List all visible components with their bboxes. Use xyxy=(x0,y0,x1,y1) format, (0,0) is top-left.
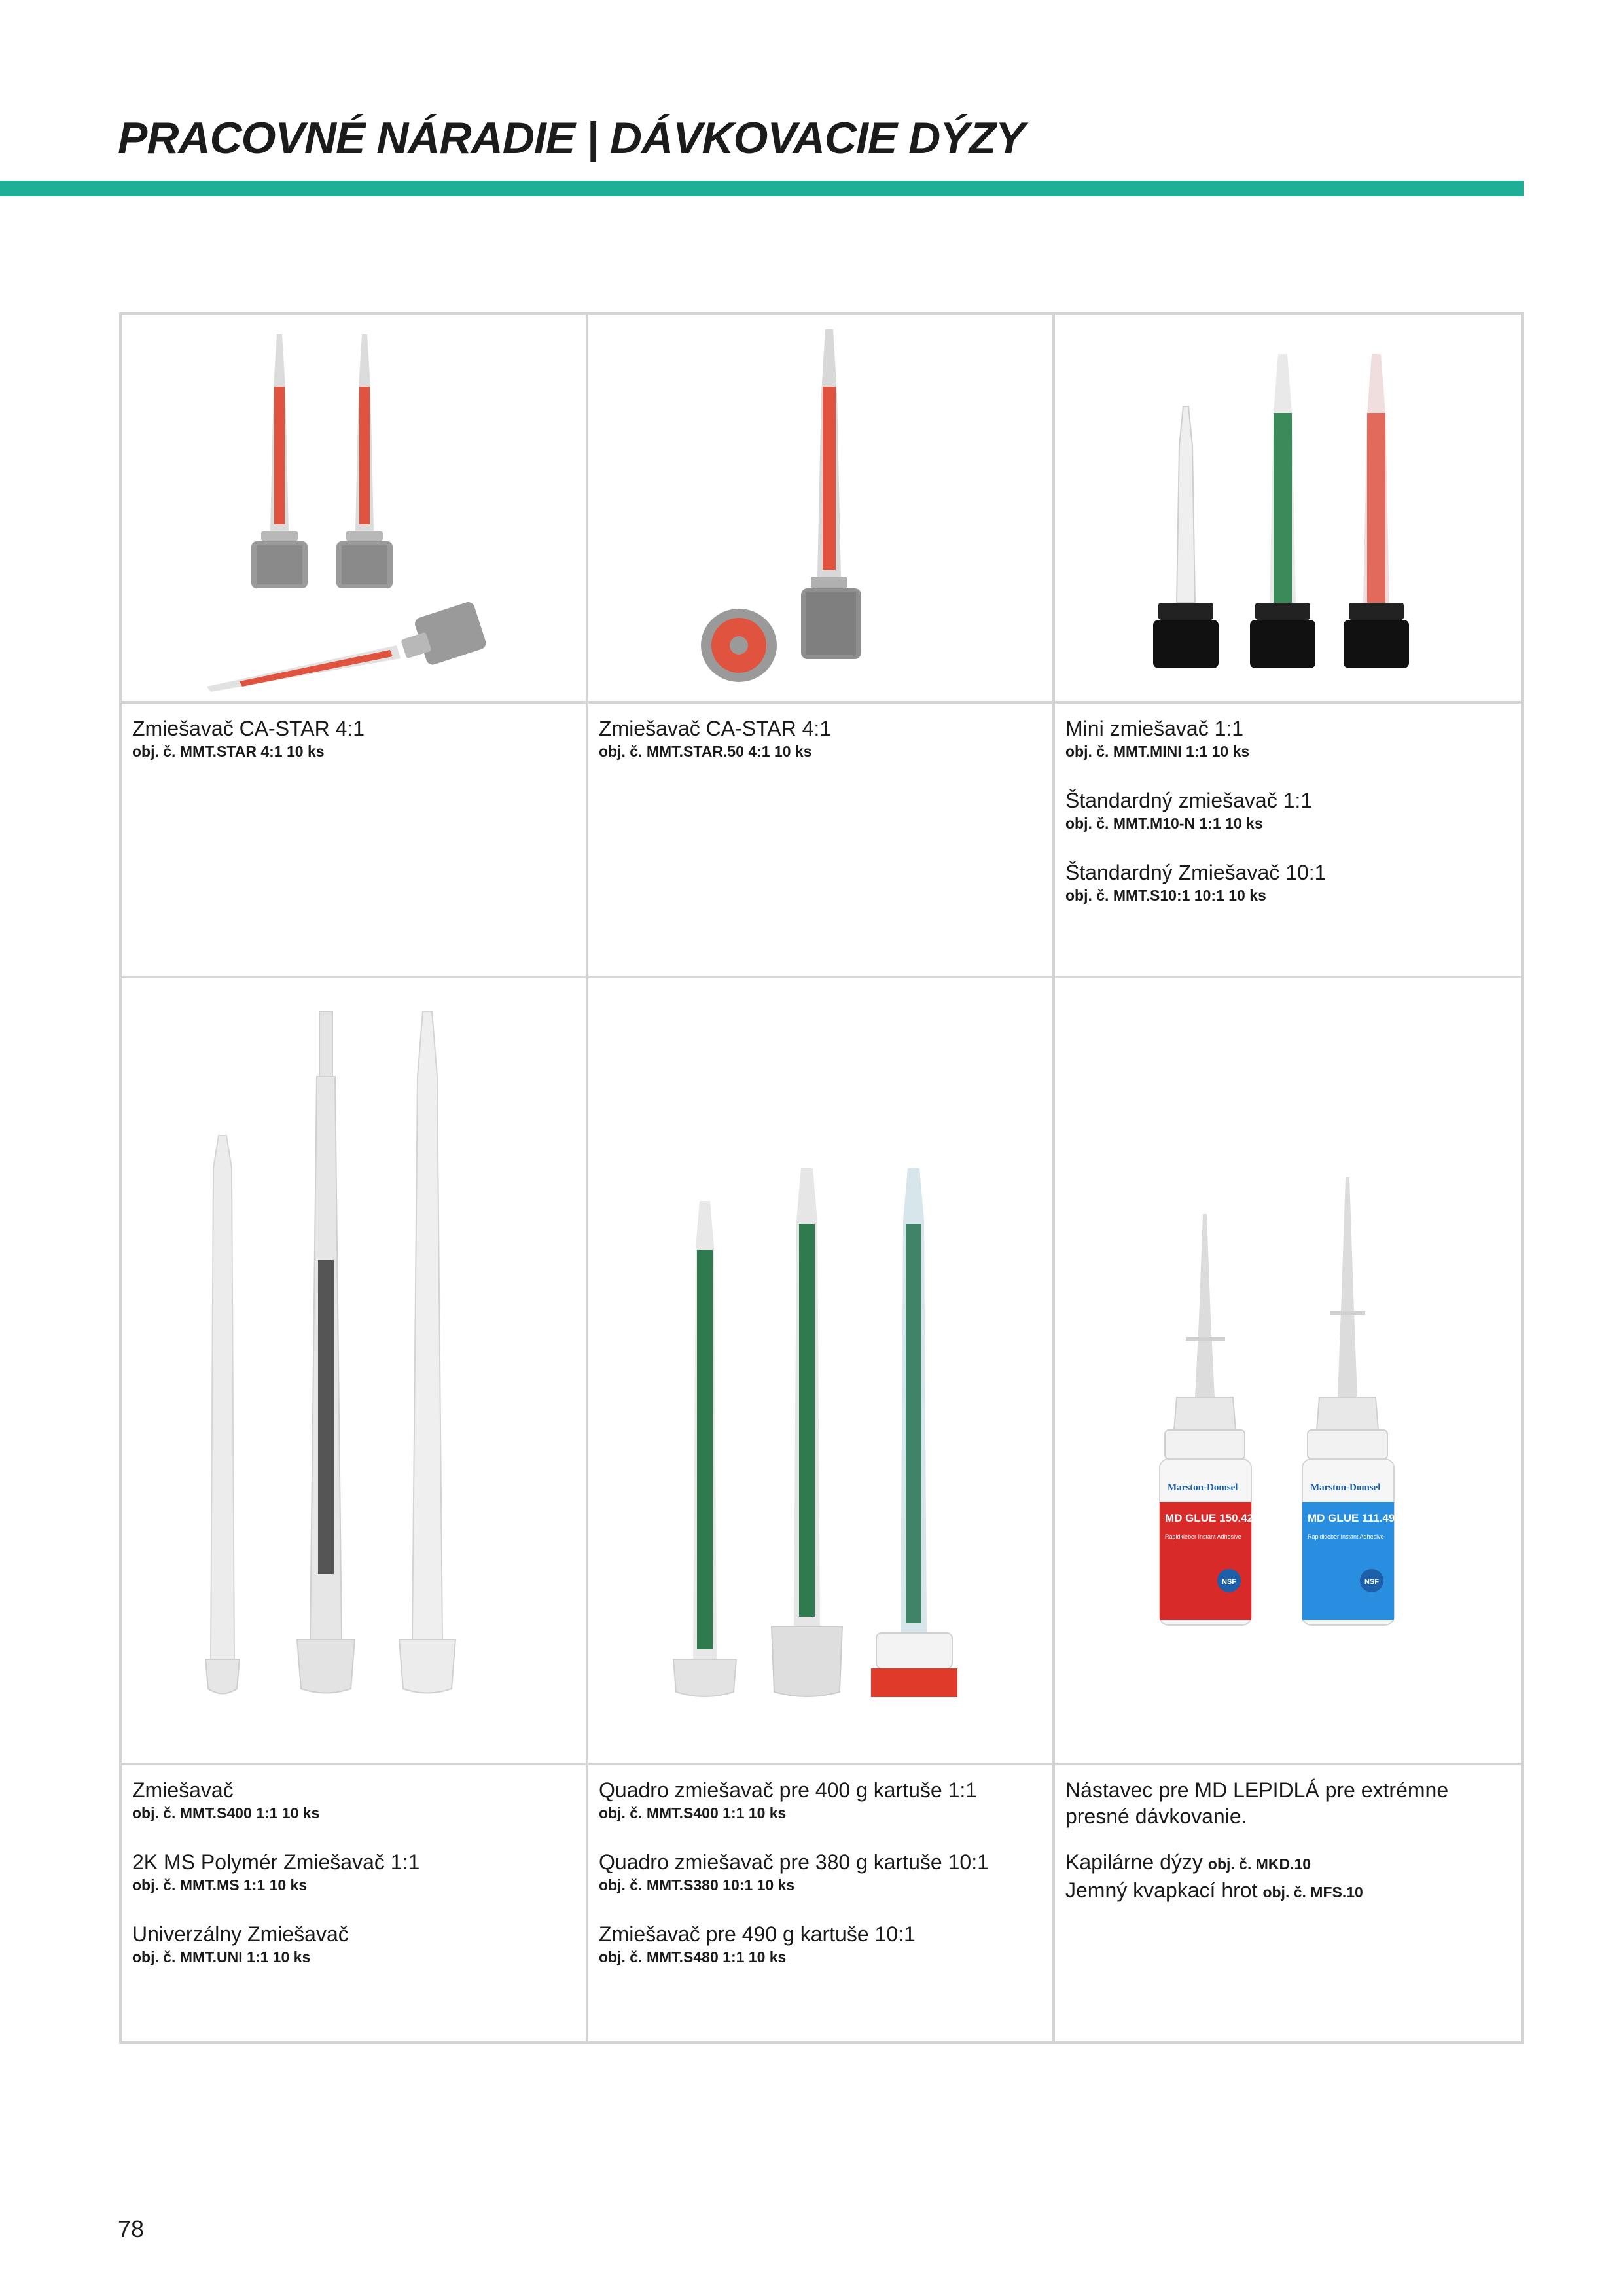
bottle-subtitle: Rapidkleber Instant Adhesive xyxy=(1308,1534,1384,1540)
nsf-badge: NSF xyxy=(1364,1578,1379,1586)
product-code: obj. č. MMT.MS 1:1 10 ks xyxy=(132,1876,308,1893)
product-name: Zmiešavač xyxy=(132,1778,234,1802)
product-code: obj. č. MMT.S400 1:1 10 ks xyxy=(599,1804,787,1821)
product-name: Quadro zmiešavač pre 380 g kartuše 10:1 xyxy=(599,1850,989,1874)
product-line xyxy=(1065,1877,1510,1905)
product-name: Kapilárne dýzy xyxy=(1065,1850,1203,1874)
product-image-universal-mixers xyxy=(122,978,586,1763)
product-info-ca-star xyxy=(132,715,577,761)
product-name: Zmiešavač CA-STAR 4:1 xyxy=(599,717,832,740)
product-image-mini-standard-mixers xyxy=(1055,315,1520,701)
grid-divider-horizontal xyxy=(122,701,1521,704)
bottle-brand: Marston-Domsel xyxy=(1168,1482,1238,1493)
product-name: Štandardný zmiešavač 1:1 xyxy=(1065,789,1313,812)
product-info-md-glue xyxy=(1065,1777,1510,1905)
product-grid xyxy=(119,312,1524,2044)
product-image-ca-star-50 xyxy=(588,315,1052,701)
product-name: Mini zmiešavač 1:1 xyxy=(1065,717,1244,740)
product-name: Zmiešavač pre 490 g kartuše 10:1 xyxy=(599,1922,916,1946)
bottle-label: MD GLUE 150.424 xyxy=(1165,1512,1260,1524)
product-code: obj. č. MMT.M10-N 1:1 10 ks xyxy=(1065,815,1263,832)
product-code: obj. č. MMT.UNI 1:1 10 ks xyxy=(132,1948,311,1965)
nsf-badge: NSF xyxy=(1222,1578,1236,1586)
product-code: obj. č. MMT.S400 1:1 10 ks xyxy=(132,1804,320,1821)
product-description: presné dávkovanie. xyxy=(1065,1804,1247,1828)
product-code: obj. č. MMT.STAR 4:1 10 ks xyxy=(132,743,325,760)
page-title: PRACOVNÉ NÁRADIE | DÁVKOVACIE DÝZY xyxy=(118,113,1025,163)
product-description: Nástavec pre MD LEPIDLÁ pre extrémne xyxy=(1065,1778,1449,1802)
product-image-ca-star-nozzles xyxy=(122,315,586,701)
product-image-quadro-mixers xyxy=(588,978,1052,1763)
title-rule xyxy=(0,181,1524,196)
product-line xyxy=(1065,1849,1510,1877)
bottle-subtitle: Rapidkleber Instant Adhesive xyxy=(1165,1534,1241,1540)
product-name: Univerzálny Zmiešavač xyxy=(132,1922,349,1946)
product-name: Jemný kvapkací hrot xyxy=(1065,1878,1258,1902)
product-code: obj. č. MMT.S10:1 10:1 10 ks xyxy=(1065,887,1266,904)
product-name: Quadro zmiešavač pre 400 g kartuše 1:1 xyxy=(599,1778,978,1802)
product-code: obj. č. MMT.S480 1:1 10 ks xyxy=(599,1948,787,1965)
product-code: obj. č. MKD.10 xyxy=(1207,1856,1311,1873)
page-number: 78 xyxy=(118,2215,145,2242)
bottle-label: MD GLUE 111.495 xyxy=(1308,1512,1401,1524)
product-code: obj. č. MMT.S380 10:1 10 ks xyxy=(599,1876,795,1893)
product-info-universal xyxy=(132,1777,577,1967)
bottle-brand: Marston-Domsel xyxy=(1310,1482,1381,1493)
product-image-md-glue-bottles xyxy=(1055,978,1520,1763)
product-code: obj. č. MMT.STAR.50 4:1 10 ks xyxy=(599,743,812,760)
product-name: Štandardný Zmiešavač 10:1 xyxy=(1065,861,1327,884)
product-name: Zmiešavač CA-STAR 4:1 xyxy=(132,717,365,740)
product-info-ca-star-50 xyxy=(599,715,1044,761)
product-code: obj. č. MMT.MINI 1:1 10 ks xyxy=(1065,743,1250,760)
product-info-mini-standard xyxy=(1065,715,1510,905)
product-info-quadro xyxy=(599,1777,1044,1967)
product-code: obj. č. MFS.10 xyxy=(1262,1884,1363,1901)
grid-divider-horizontal xyxy=(122,1763,1521,1765)
product-name: 2K MS Polymér Zmiešavač 1:1 xyxy=(132,1850,420,1874)
